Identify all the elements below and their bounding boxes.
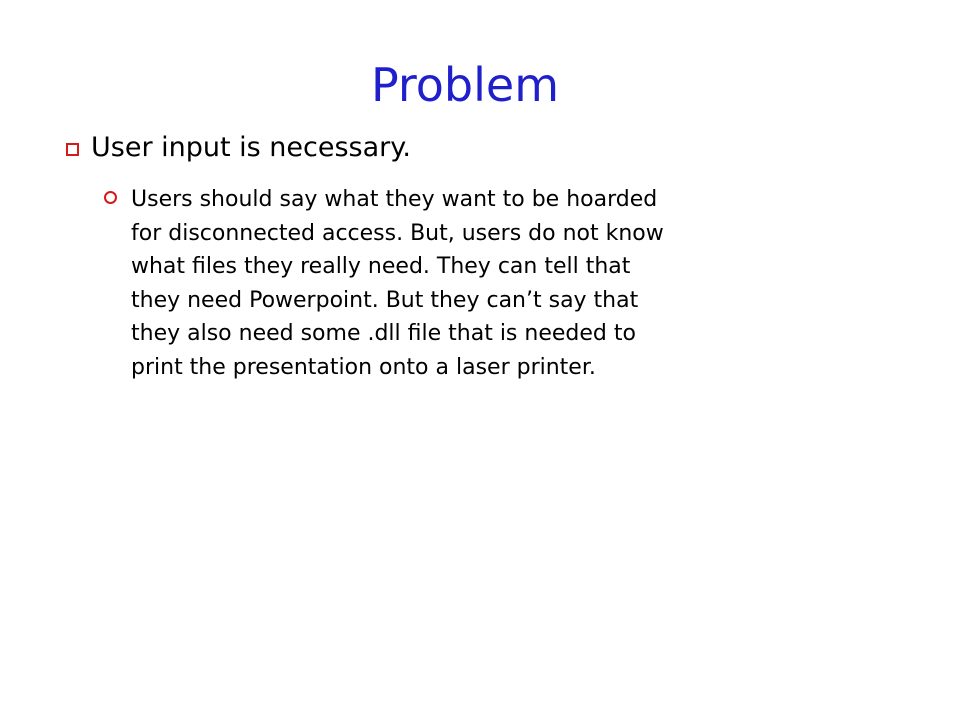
square-bullet-icon — [66, 143, 79, 156]
slide-title: Problem — [370, 58, 560, 112]
sub-bullet-text: Users should say what they want to be hoarded for disconnected access. But, users do not know what files they really need. They can tell that they need Powerpoint. But they can’t say that they also need some .dll file that is needed to print the presentation onto a laser printer. — [131, 187, 664, 380]
sub-bullet-item — [104, 183, 894, 384]
bullet-item — [66, 130, 906, 166]
circle-bullet-icon — [104, 191, 117, 204]
bullet-text: User input is necessary. — [91, 132, 411, 163]
